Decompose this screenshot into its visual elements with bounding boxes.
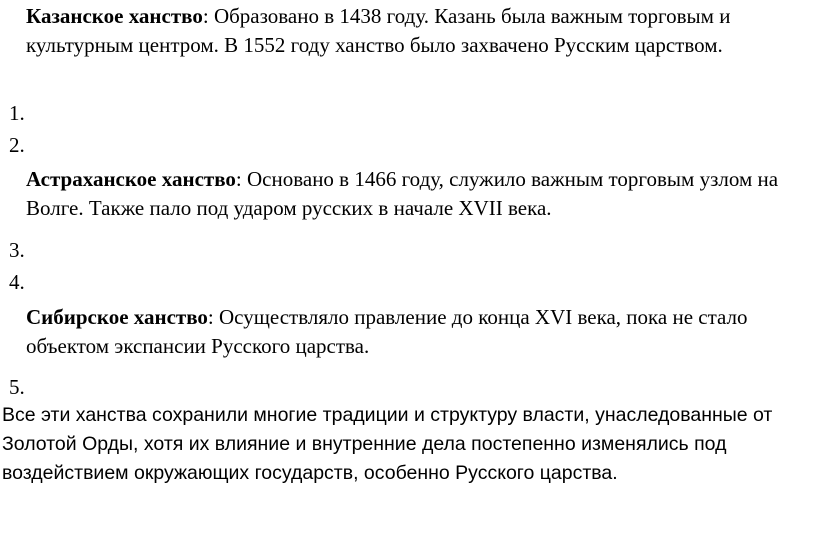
list-number-4: 4. [9,270,25,294]
list-number-5: 5. [9,375,25,399]
khanate-astrakhan-paragraph [26,165,796,223]
list-number-3: 3. [9,238,25,262]
khanate-kazan-title: Казанское ханство [26,4,203,28]
khanate-kazan-paragraph [26,2,796,60]
khanate-astrakhan-text: : Основано в 1466 году, служило важным торговым узлом на Волге. Также пало под ударом русских в начале XVII века. [26,167,779,220]
khanate-siberia-paragraph [26,303,796,361]
summary-paragraph: Все эти ханства сохранили многие традиции и структуру власти, унаследованные от Золотой Орды, хотя их влияние и внутренние дела постепенно изменялись под воздействием окружающих государств, особенно Русского царства. [2,404,773,484]
khanate-astrakhan-title: Астраханское ханство [26,167,236,191]
khanate-kazan-text: : Образовано в 1438 году. Казань была важным торговым и культурным центром. В 1552 году ханство было захвачено Русским царством. [26,4,731,57]
list-number-1: 1. [9,101,25,125]
list-number-2: 2. [9,133,25,157]
khanate-siberia-title: Сибирское ханство [26,305,208,329]
khanate-siberia-text: : Осуществляло правление до конца XVI века, пока не стало объектом экспансии Русского царства. [26,305,748,358]
